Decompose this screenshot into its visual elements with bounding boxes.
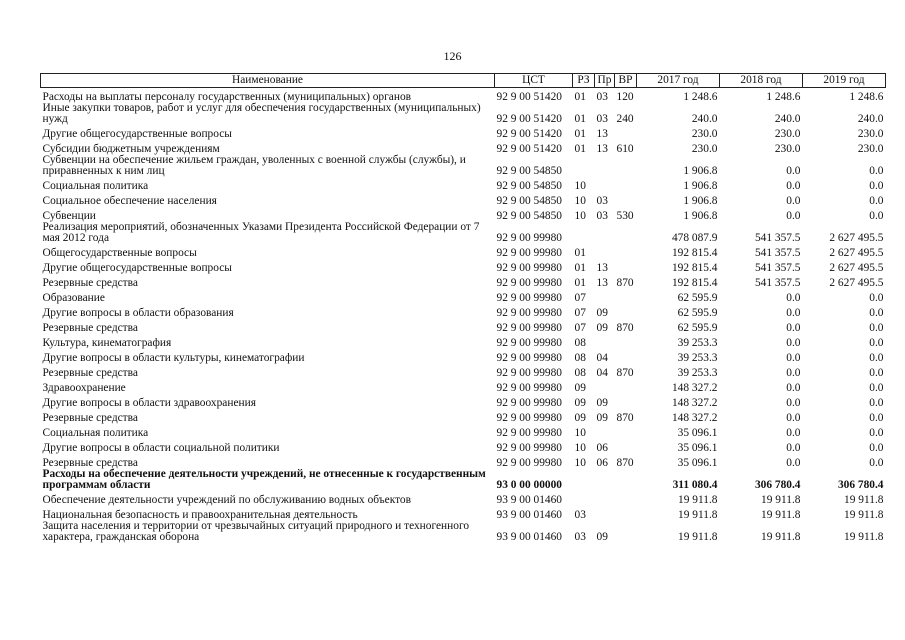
table-body xyxy=(41,88,886,544)
cell-2018: 19 911.8 xyxy=(761,509,801,521)
cell-cst: 92 9 00 99980 xyxy=(496,277,562,289)
cell-vr xyxy=(615,506,637,521)
cell-2017: 62 595.9 xyxy=(677,307,718,319)
cell-vr: 610 xyxy=(616,143,634,155)
cell-vr xyxy=(615,155,637,177)
cell-2019: 240.0 xyxy=(857,113,884,125)
cell-2017: 230.0 xyxy=(691,143,718,155)
cell-pr xyxy=(595,289,615,304)
cell-cst: 93 9 00 01460 xyxy=(496,509,562,521)
cell-2018: 0.0 xyxy=(786,337,801,349)
cell-cst: 92 9 00 51420 xyxy=(496,128,562,140)
column-header-vr: ВР xyxy=(615,74,637,88)
cell-cst: 92 9 00 99980 xyxy=(496,262,562,274)
cell-name: Другие вопросы в области образования xyxy=(42,307,234,319)
cell-rz: 01 xyxy=(574,277,586,289)
cell-2018: 0.0 xyxy=(786,382,801,394)
cell-rz: 01 xyxy=(574,247,586,259)
table-row xyxy=(41,140,886,155)
cell-vr xyxy=(615,304,637,319)
table-row xyxy=(41,103,886,125)
cell-2017: 148 327.2 xyxy=(671,412,718,424)
cell-2017: 1 906.8 xyxy=(683,210,718,222)
cell-rz: 03 xyxy=(574,509,586,521)
table-row xyxy=(41,207,886,222)
cell-name: Другие вопросы в области культуры, кинематографии xyxy=(42,352,305,364)
cell-2019: 0.0 xyxy=(869,322,884,334)
cell-rz: 10 xyxy=(574,180,586,192)
cell-rz: 01 xyxy=(574,262,586,274)
cell-name: Резервные средства xyxy=(42,457,138,469)
cell-pr xyxy=(595,469,615,491)
table-row xyxy=(41,491,886,506)
cell-vr xyxy=(615,379,637,394)
cell-name: Национальная безопасность и правоохранительная деятельность xyxy=(42,509,358,521)
cell-name: Резервные средства xyxy=(42,367,138,379)
cell-2018: 0.0 xyxy=(786,322,801,334)
cell-pr: 09 xyxy=(596,307,608,319)
cell-vr: 870 xyxy=(616,277,634,289)
cell-pr xyxy=(595,379,615,394)
table-row xyxy=(41,394,886,409)
cell-2019: 2 627 495.5 xyxy=(829,232,884,244)
cell-rz: 10 xyxy=(574,457,586,469)
cell-2018: 541 357.5 xyxy=(754,232,801,244)
cell-name: Социальная политика xyxy=(42,427,149,439)
cell-2017: 311 080.4 xyxy=(672,479,718,491)
column-header-2019: 2019 год xyxy=(803,74,886,88)
cell-rz: 10 xyxy=(574,442,586,454)
table-row xyxy=(41,222,886,244)
cell-2019: 0.0 xyxy=(869,165,884,177)
cell-vr xyxy=(615,125,637,140)
cell-cst: 93 0 00 00000 xyxy=(496,479,562,491)
cell-pr: 03 xyxy=(596,195,608,207)
cell-2017: 1 248.6 xyxy=(683,91,718,103)
cell-pr xyxy=(595,424,615,439)
cell-vr: 870 xyxy=(616,367,634,379)
table-row xyxy=(41,125,886,140)
cell-2018: 0.0 xyxy=(786,442,801,454)
table-row xyxy=(41,506,886,521)
column-header-rz: РЗ xyxy=(573,74,595,88)
cell-pr xyxy=(595,506,615,521)
cell-2017: 19 911.8 xyxy=(678,531,718,543)
cell-pr xyxy=(595,177,615,192)
cell-2019: 0.0 xyxy=(869,337,884,349)
cell-2017: 148 327.2 xyxy=(671,397,718,409)
cell-2017: 230.0 xyxy=(691,128,718,140)
cell-name: Социальное обеспечение населения xyxy=(42,195,217,207)
table-row xyxy=(41,409,886,424)
cell-rz: 10 xyxy=(574,210,586,222)
cell-2018: 0.0 xyxy=(786,352,801,364)
column-header-2017: 2017 год xyxy=(637,74,720,88)
cell-cst: 92 9 00 99980 xyxy=(496,427,562,439)
cell-pr: 06 xyxy=(596,442,608,454)
cell-pr xyxy=(595,334,615,349)
cell-pr: 13 xyxy=(596,143,608,155)
table-row xyxy=(41,379,886,394)
cell-pr xyxy=(595,244,615,259)
cell-2019: 19 911.8 xyxy=(844,494,884,506)
cell-rz: 08 xyxy=(574,337,586,349)
cell-rz: 09 xyxy=(574,382,586,394)
cell-cst: 92 9 00 99980 xyxy=(496,367,562,379)
table-row xyxy=(41,244,886,259)
cell-vr xyxy=(615,424,637,439)
cell-pr xyxy=(595,155,615,177)
cell-2019: 0.0 xyxy=(869,457,884,469)
cell-2018: 0.0 xyxy=(786,165,801,177)
cell-2018: 306 780.4 xyxy=(754,479,801,491)
cell-vr: 870 xyxy=(616,457,634,469)
cell-pr: 04 xyxy=(596,352,608,364)
cell-vr xyxy=(615,394,637,409)
cell-vr: 870 xyxy=(616,412,634,424)
cell-rz: 01 xyxy=(574,113,586,125)
cell-vr xyxy=(615,439,637,454)
cell-2018: 19 911.8 xyxy=(761,494,801,506)
cell-rz xyxy=(573,222,595,244)
cell-vr xyxy=(615,521,637,543)
cell-2019: 0.0 xyxy=(869,352,884,364)
cell-2017: 192 815.4 xyxy=(671,247,718,259)
column-header-pr: Пр xyxy=(595,74,615,88)
table-row xyxy=(41,349,886,364)
cell-name: Расходы на обеспечение деятельности учреждений, не отнесенные к государственным программам области xyxy=(42,468,486,491)
cell-cst: 92 9 00 99980 xyxy=(496,397,562,409)
cell-2019: 19 911.8 xyxy=(844,509,884,521)
cell-2018: 19 911.8 xyxy=(761,531,801,543)
cell-rz xyxy=(573,155,595,177)
column-header-2018: 2018 год xyxy=(720,74,803,88)
cell-2019: 19 911.8 xyxy=(844,531,884,543)
cell-rz: 09 xyxy=(574,412,586,424)
cell-2019: 230.0 xyxy=(857,128,884,140)
cell-vr xyxy=(615,222,637,244)
cell-name: Другие общегосударственные вопросы xyxy=(42,262,232,274)
cell-vr xyxy=(615,491,637,506)
cell-vr xyxy=(615,192,637,207)
cell-2017: 62 595.9 xyxy=(677,292,718,304)
cell-cst: 92 9 00 54850 xyxy=(496,195,562,207)
cell-pr: 06 xyxy=(596,457,608,469)
cell-pr xyxy=(595,491,615,506)
cell-cst: 92 9 00 99980 xyxy=(496,232,562,244)
cell-vr: 240 xyxy=(616,113,634,125)
cell-name: Другие вопросы в области здравоохранения xyxy=(42,397,256,409)
cell-name: Расходы на выплаты персоналу государственных (муниципальных) органов xyxy=(42,91,412,103)
cell-cst: 92 9 00 99980 xyxy=(496,292,562,304)
cell-2019: 0.0 xyxy=(869,442,884,454)
cell-vr xyxy=(615,289,637,304)
cell-name: Защита населения и территории от чрезвычайных ситуаций природного и техногенного характера, гражданская оборона xyxy=(42,520,470,543)
cell-rz: 10 xyxy=(574,195,586,207)
cell-2018: 0.0 xyxy=(786,180,801,192)
cell-2019: 0.0 xyxy=(869,307,884,319)
cell-2017: 1 906.8 xyxy=(683,165,718,177)
cell-2019: 0.0 xyxy=(869,292,884,304)
cell-name: Культура, кинематография xyxy=(42,337,172,349)
cell-2017: 39 253.3 xyxy=(677,367,718,379)
table-row xyxy=(41,155,886,177)
cell-2018: 541 357.5 xyxy=(754,262,801,274)
table-row xyxy=(41,192,886,207)
cell-2017: 19 911.8 xyxy=(678,509,718,521)
cell-pr: 03 xyxy=(596,113,608,125)
cell-2019: 0.0 xyxy=(869,412,884,424)
cell-2018: 0.0 xyxy=(786,457,801,469)
cell-name: Реализация мероприятий, обозначенных Указами Президента Российской Федерации от 7 мая 2012 года xyxy=(42,221,480,244)
cell-2017: 192 815.4 xyxy=(671,277,718,289)
cell-2018: 1 248.6 xyxy=(766,91,801,103)
table-row xyxy=(41,439,886,454)
cell-pr: 03 xyxy=(596,91,608,103)
cell-cst: 92 9 00 54850 xyxy=(496,180,562,192)
cell-vr: 530 xyxy=(616,210,634,222)
cell-pr: 13 xyxy=(596,277,608,289)
cell-2018: 230.0 xyxy=(774,128,801,140)
table-row xyxy=(41,177,886,192)
cell-2018: 0.0 xyxy=(786,195,801,207)
table-row xyxy=(41,364,886,379)
cell-rz: 08 xyxy=(574,352,586,364)
cell-2019: 1 248.6 xyxy=(849,91,884,103)
table-row xyxy=(41,259,886,274)
column-header-cst: ЦСТ xyxy=(495,74,573,88)
cell-2019: 230.0 xyxy=(857,143,884,155)
cell-2017: 62 595.9 xyxy=(677,322,718,334)
cell-2017: 1 906.8 xyxy=(683,195,718,207)
cell-2018: 0.0 xyxy=(786,367,801,379)
cell-pr: 09 xyxy=(596,412,608,424)
cell-2018: 0.0 xyxy=(786,210,801,222)
cell-2017: 240.0 xyxy=(691,113,718,125)
column-header-name: Наименование xyxy=(41,74,495,88)
cell-pr: 09 xyxy=(596,397,608,409)
cell-vr xyxy=(615,259,637,274)
cell-2017: 35 096.1 xyxy=(677,427,718,439)
cell-2019: 0.0 xyxy=(869,427,884,439)
cell-vr xyxy=(615,177,637,192)
cell-name: Субсидии бюджетным учреждениям xyxy=(42,143,220,155)
cell-name: Другие вопросы в области социальной политики xyxy=(42,442,280,454)
cell-cst: 92 9 00 51420 xyxy=(496,143,562,155)
cell-name: Резервные средства xyxy=(42,412,138,424)
cell-rz xyxy=(573,491,595,506)
cell-2017: 39 253.3 xyxy=(677,352,718,364)
table-row xyxy=(41,334,886,349)
cell-2018: 240.0 xyxy=(774,113,801,125)
cell-cst: 92 9 00 99980 xyxy=(496,442,562,454)
cell-vr xyxy=(615,349,637,364)
cell-cst: 92 9 00 99980 xyxy=(496,382,562,394)
cell-rz: 07 xyxy=(574,292,586,304)
cell-rz: 03 xyxy=(574,531,586,543)
cell-rz: 09 xyxy=(574,397,586,409)
cell-cst: 92 9 00 99980 xyxy=(496,457,562,469)
table-row xyxy=(41,454,886,469)
cell-cst: 92 9 00 54850 xyxy=(496,210,562,222)
cell-2018: 541 357.5 xyxy=(754,277,801,289)
cell-rz: 10 xyxy=(574,427,586,439)
cell-2017: 35 096.1 xyxy=(677,457,718,469)
cell-2018: 0.0 xyxy=(786,307,801,319)
cell-rz xyxy=(573,469,595,491)
cell-name: Иные закупки товаров, работ и услуг для обеспечения государственных (муниципальных) нужд xyxy=(42,102,481,125)
cell-2017: 35 096.1 xyxy=(677,442,718,454)
cell-cst: 92 9 00 99980 xyxy=(496,337,562,349)
cell-2017: 478 087.9 xyxy=(671,232,718,244)
cell-name: Здравоохранение xyxy=(42,382,126,394)
cell-2018: 0.0 xyxy=(786,397,801,409)
cell-2019: 0.0 xyxy=(869,195,884,207)
cell-name: Общегосударственные вопросы xyxy=(42,247,197,259)
cell-rz: 07 xyxy=(574,307,586,319)
cell-2019: 2 627 495.5 xyxy=(829,247,884,259)
cell-2017: 19 911.8 xyxy=(678,494,718,506)
cell-name: Обеспечение деятельности учреждений по обслуживанию водных объектов xyxy=(42,494,412,506)
cell-name: Субвенции xyxy=(42,210,96,222)
cell-2019: 306 780.4 xyxy=(837,479,884,491)
cell-2017: 192 815.4 xyxy=(671,262,718,274)
cell-pr: 13 xyxy=(596,128,608,140)
cell-2017: 148 327.2 xyxy=(671,382,718,394)
cell-cst: 92 9 00 51420 xyxy=(496,91,562,103)
cell-name: Другие общегосударственные вопросы xyxy=(42,128,232,140)
table-row xyxy=(41,274,886,289)
cell-rz: 07 xyxy=(574,322,586,334)
table-row xyxy=(41,319,886,334)
cell-pr: 13 xyxy=(596,262,608,274)
cell-pr xyxy=(595,222,615,244)
cell-2019: 0.0 xyxy=(869,397,884,409)
cell-rz: 08 xyxy=(574,367,586,379)
cell-pr: 09 xyxy=(596,322,608,334)
cell-2018: 0.0 xyxy=(786,412,801,424)
cell-name: Социальная политика xyxy=(42,180,149,192)
cell-name: Субвенции на обеспечение жильем граждан, уволенных с военной службы (службы), и приравненных к ним лиц xyxy=(42,154,466,177)
cell-2019: 0.0 xyxy=(869,367,884,379)
cell-cst: 92 9 00 99980 xyxy=(496,307,562,319)
cell-vr: 870 xyxy=(616,322,634,334)
cell-rz: 01 xyxy=(574,128,586,140)
cell-cst: 92 9 00 99980 xyxy=(496,352,562,364)
cell-2019: 2 627 495.5 xyxy=(829,277,884,289)
cell-cst: 92 9 00 99980 xyxy=(496,322,562,334)
table-row xyxy=(41,469,886,491)
cell-vr: 120 xyxy=(616,91,634,103)
table-row xyxy=(41,289,886,304)
cell-2019: 2 627 495.5 xyxy=(829,262,884,274)
cell-rz: 01 xyxy=(574,91,586,103)
cell-cst: 92 9 00 54850 xyxy=(496,165,562,177)
cell-name: Резервные средства xyxy=(42,322,138,334)
cell-2017: 1 906.8 xyxy=(683,180,718,192)
cell-name: Образование xyxy=(42,292,105,304)
budget-table xyxy=(40,73,886,543)
cell-2017: 39 253.3 xyxy=(677,337,718,349)
cell-name: Резервные средства xyxy=(42,277,138,289)
table-row xyxy=(41,304,886,319)
cell-rz: 01 xyxy=(574,143,586,155)
table-row xyxy=(41,424,886,439)
cell-cst: 93 9 00 01460 xyxy=(496,494,562,506)
cell-cst: 92 9 00 51420 xyxy=(496,113,562,125)
cell-pr: 09 xyxy=(596,531,608,543)
cell-2019: 0.0 xyxy=(869,382,884,394)
cell-cst: 92 9 00 99980 xyxy=(496,247,562,259)
cell-2019: 0.0 xyxy=(869,210,884,222)
cell-2018: 541 357.5 xyxy=(754,247,801,259)
cell-2018: 0.0 xyxy=(786,292,801,304)
table-row xyxy=(41,88,886,104)
cell-2018: 0.0 xyxy=(786,427,801,439)
cell-cst: 92 9 00 99980 xyxy=(496,412,562,424)
table-header-row xyxy=(41,74,886,88)
cell-2019: 0.0 xyxy=(869,180,884,192)
cell-vr xyxy=(615,334,637,349)
cell-2018: 230.0 xyxy=(774,143,801,155)
table-row xyxy=(41,521,886,543)
cell-vr xyxy=(615,469,637,491)
cell-vr xyxy=(615,244,637,259)
cell-cst: 93 9 00 01460 xyxy=(496,531,562,543)
cell-pr: 04 xyxy=(596,367,608,379)
page-number: 126 xyxy=(443,49,462,63)
cell-pr: 03 xyxy=(596,210,608,222)
